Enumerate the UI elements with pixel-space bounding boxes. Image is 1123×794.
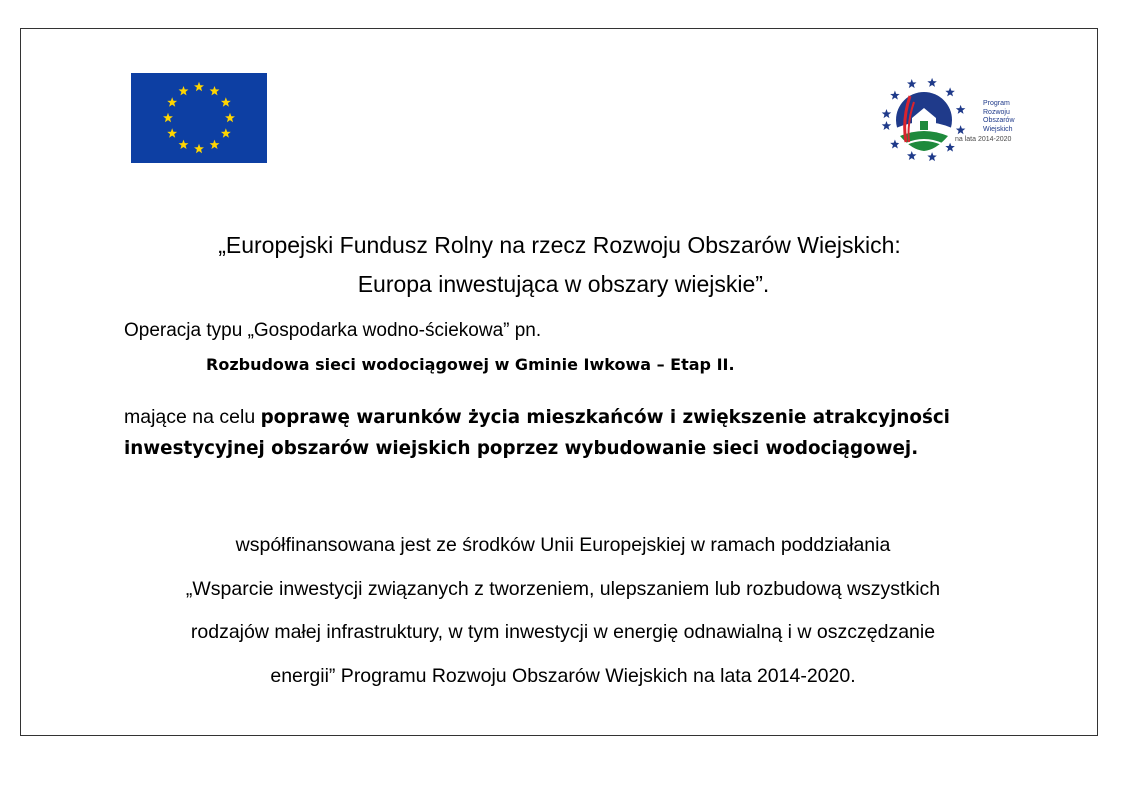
- prow-star-icon: [945, 87, 955, 96]
- prow-star-icon: [956, 105, 966, 114]
- prow-logo: [876, 72, 1026, 164]
- prow-dates: na lata 2014-2020: [955, 136, 1012, 144]
- funding-statement: [80, 524, 1046, 698]
- funding-line-3: rodzajów małej infrastruktury, w tym inwestycji w energię odnawialną i w oszczędzanie: [190, 621, 936, 643]
- eu-flag-icon: [131, 73, 267, 163]
- prow-logo-text: [955, 100, 1015, 145]
- operation-name: Rozbudowa sieci wodociągowej w Gminie Iwkowa – Etap II.: [206, 355, 735, 374]
- operation-type: Operacja typu „Gospodarka wodno-ściekowa” pn.: [124, 320, 542, 341]
- funding-line-1: współfinansowana jest ze środków Unii Europejskiej w ramach poddziałania: [235, 534, 891, 556]
- funding-line-2: „Wsparcie inwestycji związanych z tworzeniem, ulepszaniem lub rozbudową wszystkich: [185, 577, 941, 600]
- heading-line-1: „Europejski Fundusz Rolny na rzecz Rozwoju Obszarów Wiejskich:: [218, 232, 901, 258]
- prow-star-icon: [882, 109, 892, 118]
- funding-line-4: energii” Programu Rozwoju Obszarów Wiejskich na lata 2014-2020.: [270, 664, 856, 687]
- prow-star-icon: [882, 121, 892, 130]
- goal-prefix: mające na celu: [124, 406, 261, 428]
- prow-star-icon: [956, 125, 966, 134]
- prow-star-icon: [890, 91, 900, 100]
- prow-line-wiejskich: Wiejskich: [983, 125, 1013, 133]
- poster-heading: [0, 226, 1123, 304]
- prow-emblem-icon: [876, 72, 976, 164]
- prow-star-icon: [927, 78, 937, 87]
- prow-line-obszarow: Obszarów: [983, 117, 1015, 125]
- heading-line-2: Europa inwestująca w obszary wiejskie”.: [357, 271, 770, 297]
- prow-line-program: Program: [983, 100, 1010, 107]
- prow-star-icon: [927, 152, 937, 161]
- prow-line-rozwoju: Rozwoju: [983, 108, 1010, 116]
- operation-goal: [124, 402, 1074, 464]
- prow-star-icon: [907, 79, 917, 88]
- goal-bold-text: poprawę warunków życia mieszkańców i zwiększenie atrakcyjności inwestycyjnej obszarów wiejskich poprzez wybudowanie sieci wodociągowej.: [124, 407, 950, 459]
- prow-star-icon: [907, 151, 917, 160]
